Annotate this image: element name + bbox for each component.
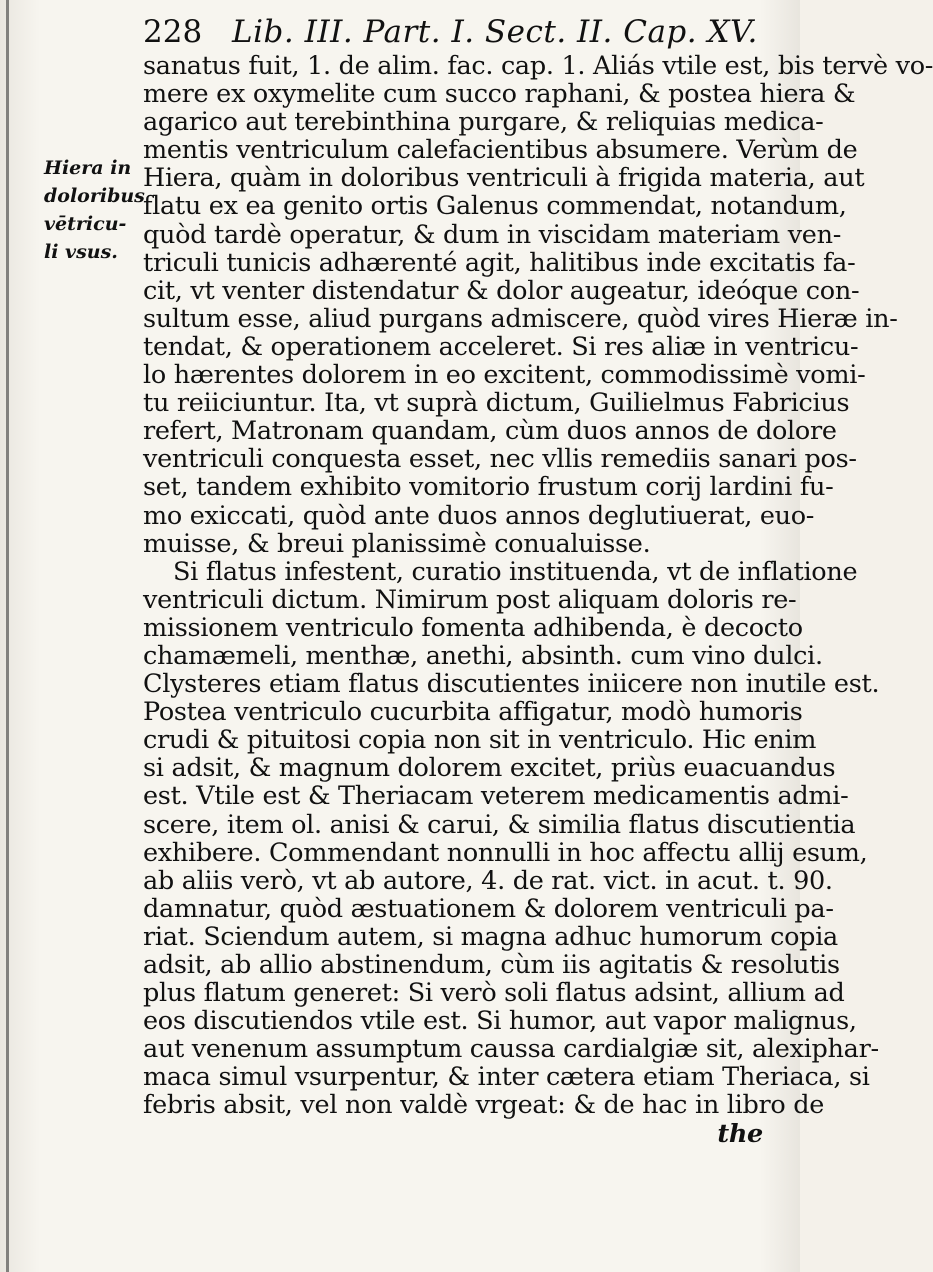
text-line: si adsit, & magnum dolorem excitet, priùs euacuandus [143, 753, 836, 784]
text-line: Hiera, quàm in doloribus ventriculi à frigida materia, aut [143, 163, 865, 194]
text-line: crudi & pituitosi copia non sit in ventriculo. Hic enim [143, 725, 817, 756]
text-line: tendat, & operationem acceleret. Si res aliæ in ventricu- [143, 331, 859, 362]
margin-note-line: li vsus. [44, 241, 118, 263]
text-line: triculi tunicis adhærenté agit, halitibus inde excitatis fa- [143, 247, 856, 278]
running-title: Lib. III. Part. I. Sect. II. Cap. XV. [232, 14, 758, 50]
text-line: chamæmeli, menthæ, anethi, absinth. cum vino dulci. [143, 640, 823, 671]
text-line: mo exiccati, quòd ante duos annos deglutiuerat, euo- [143, 500, 815, 531]
text-line: tu reiiciuntur. Ita, vt suprà dictum, Guilielmus Fabricius [143, 388, 850, 419]
margin-note-line: Hiera in [44, 157, 132, 179]
text-line: lo hærentes dolorem in eo excitent, commodissimè vomi- [143, 360, 866, 391]
body-text [143, 51, 933, 1149]
text-line: Postea ventriculo cucurbita affigatur, modò humoris [143, 697, 803, 728]
paragraph-start-line: Si flatus infestent, curatio instituenda, vt de inflatione [173, 556, 858, 587]
text-line: ventriculi dictum. Nimirum post aliquam doloris re- [143, 584, 797, 615]
text-line: est. Vtile est & Theriacam veterem medicamentis admi- [143, 781, 849, 812]
text-line: exhibere. Commendant nonnulli in hoc affectu allij esum, [143, 837, 868, 868]
text-line: sanatus fuit, 1. de alim. fac. cap. 1. Aliás vtile est, bis tervè vo- [143, 51, 933, 81]
text-line: Clysteres etiam flatus discutientes iniicere non inutile est. [143, 669, 880, 700]
text-line: ventriculi conquesta esset, nec vllis remediis sanari pos- [143, 444, 857, 475]
text-line: adsit, ab allio abstinendum, cùm iis agitatis & resolutis [143, 950, 840, 980]
text-line: flatu ex ea genito ortis Galenus commendat, notandum, [143, 191, 847, 222]
text-line: sultum esse, aliud purgans admiscere, quòd vires Hieræ in- [143, 303, 898, 334]
text-line: aut venenum assumptum caussa cardialgiæ sit, alexiphar- [143, 1034, 879, 1065]
catchword: the [717, 1118, 763, 1149]
text-line: ab aliis verò, vt ab autore, 4. de rat. vict. in acut. t. 90. [143, 865, 833, 896]
text-line: plus flatum generet: Si verò soli flatus adsint, allium ad [143, 978, 845, 1009]
margin-note-line: vētricu- [44, 213, 127, 235]
text-line: quòd tardè operatur, & dum in viscidam materiam ven- [143, 219, 842, 250]
text-line: scere, item ol. anisi & carui, & similia flatus discutientia [143, 809, 856, 840]
text-line: mentis ventriculum calefacientibus absumere. Verùm de [143, 135, 858, 166]
text-line: maca simul vsurpentur, & inter cætera etiam Theriaca, si [143, 1062, 870, 1093]
text-line: refert, Matronam quandam, cùm duos annos de dolore [143, 416, 837, 447]
text-line: riat. Sciendum autem, si magna adhuc humorum copia [143, 921, 838, 952]
text-line: febris absit, vel non valdè vrgeat: & de hac in libro de [143, 1090, 825, 1121]
page-edge-shadow [6, 0, 9, 1272]
text-line: mere ex oxymelite cum succo raphani, & postea hiera & [143, 79, 856, 110]
margin-note-line: doloribus [44, 185, 145, 207]
page-header [143, 10, 783, 54]
text-line: set, tandem exhibito vomitorio frustum corij lardini fu- [143, 472, 834, 503]
text-line: eos discutiendos vtile est. Si humor, aut vapor malignus, [143, 1006, 857, 1037]
text-line: muisse, & breui planissimè conualuisse. [143, 528, 651, 559]
text-line: missionem ventriculo fomenta adhibenda, è decocto [143, 612, 803, 643]
text-line: damnatur, quòd æstuationem & dolorem ventriculi pa- [143, 893, 834, 924]
text-line: cit, vt venter distendatur & dolor augeatur, ideóque con- [143, 275, 860, 306]
marginal-note [44, 154, 145, 266]
text-line: agarico aut terebinthina purgare, & reliquias medica- [143, 107, 824, 138]
page-number: 228 [143, 14, 203, 50]
